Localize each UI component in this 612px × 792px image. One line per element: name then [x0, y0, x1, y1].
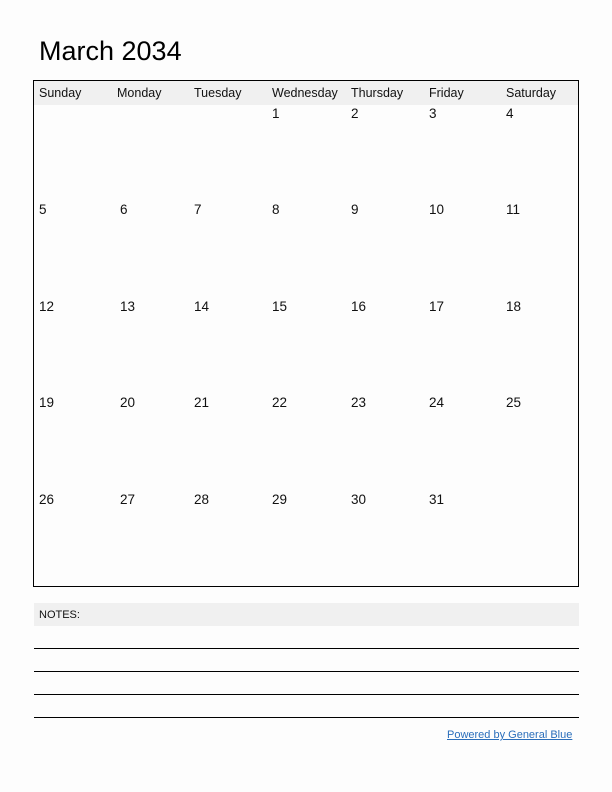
day-cell: 19: [39, 395, 55, 410]
day-cell: 13: [120, 299, 136, 314]
day-cell: 17: [429, 299, 445, 314]
day-cell: 28: [194, 492, 210, 507]
day-cell: 25: [506, 395, 522, 410]
powered-by-link[interactable]: Powered by General Blue: [447, 729, 573, 741]
day-cell: 7: [194, 202, 202, 217]
weekday-tuesday: Tuesday: [194, 86, 242, 100]
notes-line: [34, 694, 579, 695]
day-cell: 31: [429, 492, 445, 507]
day-cell: 26: [39, 492, 55, 507]
weekday-thursday: Thursday: [351, 86, 404, 100]
day-cell: 9: [351, 202, 359, 217]
day-cell: 6: [120, 202, 128, 217]
notes-line: [34, 648, 579, 649]
day-cell: 30: [351, 492, 367, 507]
day-cell: 12: [39, 299, 55, 314]
weekday-monday: Monday: [117, 86, 162, 100]
notes-label: NOTES:: [39, 609, 80, 621]
day-cell: 16: [351, 299, 367, 314]
day-cell: 1: [272, 106, 280, 121]
notes-line: [34, 717, 579, 718]
day-cell: 14: [194, 299, 210, 314]
day-cell: 11: [506, 202, 521, 217]
weekday-sunday: Sunday: [39, 86, 82, 100]
weekday-header-row: [34, 81, 578, 105]
day-cell: 27: [120, 492, 136, 507]
day-cell: 15: [272, 299, 288, 314]
notes-line: [34, 671, 579, 672]
weekday-saturday: Saturday: [506, 86, 557, 100]
notes-header: [34, 603, 579, 626]
day-cell: 21: [194, 395, 210, 410]
weekday-wednesday: Wednesday: [272, 86, 338, 100]
calendar-grid: [33, 80, 579, 587]
day-cell: 3: [429, 106, 437, 121]
day-cell: 29: [272, 492, 288, 507]
day-cell: 2: [351, 106, 359, 121]
page-title: March 2034: [39, 36, 182, 66]
day-cell: 23: [351, 395, 367, 410]
day-cell: 18: [506, 299, 522, 314]
day-cell: 22: [272, 395, 288, 410]
day-cell: 20: [120, 395, 136, 410]
day-cell: 10: [429, 202, 445, 217]
day-cell: 4: [506, 106, 514, 121]
day-cell: 24: [429, 395, 445, 410]
day-cell: 5: [39, 202, 47, 217]
day-cell: 8: [272, 202, 280, 217]
weekday-friday: Friday: [429, 86, 464, 100]
